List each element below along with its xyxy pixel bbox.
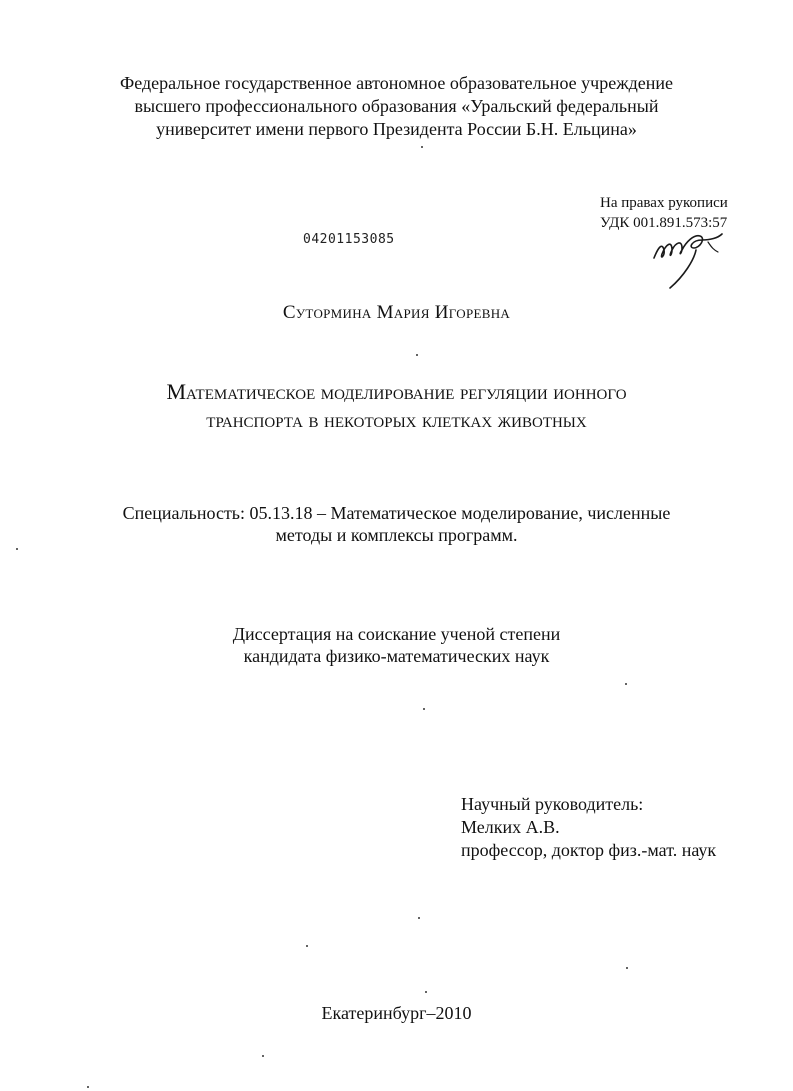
speciality-line: методы и комплексы программ.: [275, 525, 518, 545]
scan-speck: [418, 917, 420, 919]
supervisor-label: Научный руководитель:: [461, 794, 644, 814]
scan-speck: [425, 991, 427, 993]
degree-line: кандидата физико-математических наук: [243, 646, 550, 666]
scan-speck: [87, 1086, 89, 1088]
scan-speck: [421, 146, 423, 148]
scan-speck: [16, 548, 18, 550]
title-line: транспорта в некоторых клетках животных: [206, 407, 587, 432]
scan-speck: [262, 1055, 264, 1057]
scan-speck: [625, 683, 627, 685]
institution-line: высшего профессионального образования «Уральский федеральный: [134, 96, 659, 116]
inventory-number: 04201153085: [303, 232, 395, 247]
supervisor-block: [461, 793, 716, 862]
manuscript-rights: На правах рукописи: [600, 195, 728, 211]
dissertation-title: [20, 378, 773, 434]
scan-speck: [416, 354, 418, 356]
title-line: Математическое моделирование регуляции ионного: [166, 379, 627, 404]
institution-line: университет имени первого Президента России Б.Н. Ельцина»: [156, 119, 637, 139]
author-name: Сутормина Мария Игоревна: [282, 302, 511, 323]
degree-line: Диссертация на соискание ученой степени: [232, 624, 561, 644]
supervisor-name: Мелких А.В.: [461, 817, 560, 837]
speciality-line: Специальность: 05.13.18 – Математическое моделирование, численные: [122, 503, 671, 523]
scan-speck: [306, 945, 308, 947]
speciality: [30, 502, 763, 546]
institution-line: Федеральное государственное автономное образовательное учреждение: [119, 73, 674, 93]
scan-speck: [423, 708, 425, 710]
institution-header: [30, 72, 763, 141]
city-year: Екатеринбург–2010: [321, 1003, 472, 1023]
degree-statement: [0, 623, 793, 667]
udc-code: УДК 001.891.573:57: [600, 215, 728, 231]
signature-icon: [648, 220, 728, 290]
scan-speck: [626, 967, 628, 969]
supervisor-position: профессор, доктор физ.-мат. наук: [461, 840, 717, 860]
